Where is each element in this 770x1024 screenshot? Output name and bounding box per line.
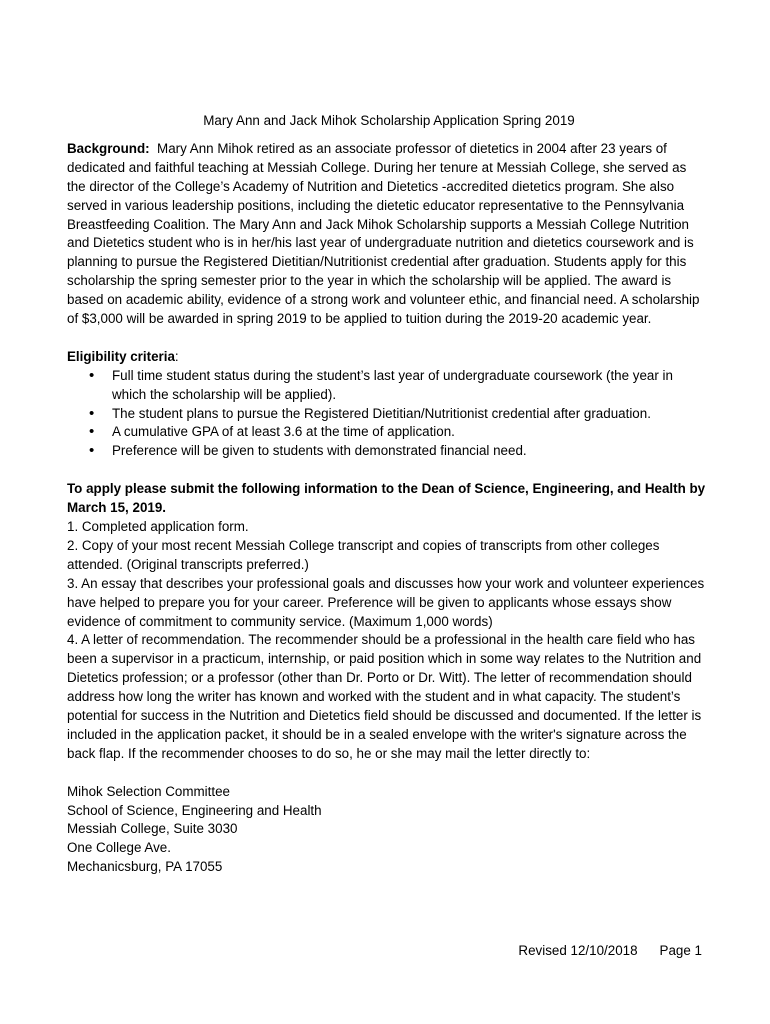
eligibility-list xyxy=(67,367,707,462)
spacer xyxy=(67,461,707,480)
page-footer xyxy=(490,942,702,961)
background-paragraph xyxy=(67,140,707,329)
eligibility-heading: Eligibility criteria xyxy=(67,348,175,364)
apply-heading: To apply please submit the following information to the Dean of Science, Engineering, and Health by March 15, 2019. xyxy=(67,481,706,516)
address-line: Messiah College, Suite 3030 xyxy=(67,821,238,837)
address-line: One College Ave. xyxy=(67,840,171,856)
spacer xyxy=(67,764,707,783)
apply-step: 3. An essay that describes your professional goals and discusses how your work and volunteer experiences have helped to prepare you for your career. Preference will be given to applicants whose essays show evidence of commitment to community service. (Maximum 1,000 words) xyxy=(67,575,705,629)
eligibility-colon: : xyxy=(174,348,179,364)
address-line: Mechanicsburg, PA 17055 xyxy=(67,859,223,875)
eligibility-item: • A cumulative GPA of at least 3.6 at the time of application. xyxy=(67,423,707,442)
revised-date: Revised 12/10/2018 xyxy=(518,943,638,958)
eligibility-item: • Preference will be given to students with demonstrated financial need. xyxy=(67,442,707,461)
background-label: Background: xyxy=(67,140,150,156)
document-page xyxy=(67,112,707,877)
background-text: Mary Ann Mihok retired as an associate professor of dietetics in 2004 after 23 years of dedicated and faithful teaching at Messiah College. During her tenure at Messiah College, she served as the director of the College’s Academy of Nutrition and Dietetics -accredited dietetics program. She also served in various leadership positions, including the dietetic educator representative to the Pennsylvania Breastfeeding Coalition. The Mary Ann and Jack Mihok Scholarship supports a Messiah College Nutrition and Dietetics student who is in her/his last year of undergraduate nutrition and dietetics coursework and is planning to pursue the Registered Dietitian/Nutritionist credential after graduation. Students apply for this scholarship the spring semester prior to the year in which the scholarship will be applied. The award is based on academic ability, evidence of a strong work and volunteer ethic, and financial need. A scholarship of $3,000 will be awarded in spring 2019 to be applied to tuition during the 2019-20 academic year. xyxy=(67,140,700,327)
address-line: Mihok Selection Committee xyxy=(67,783,230,799)
document-title: Mary Ann and Jack Mihok Scholarship Application Spring 2019 xyxy=(203,113,575,128)
eligibility-item: • The student plans to pursue the Registered Dietitian/Nutritionist credential after graduation. xyxy=(67,405,707,424)
eligibility-heading-line xyxy=(67,348,707,367)
address-line: School of Science, Engineering and Health xyxy=(67,802,322,818)
apply-step: 1. Completed application form. xyxy=(67,519,249,534)
page-number: Page 1 xyxy=(659,943,702,958)
mailing-address xyxy=(67,783,707,878)
spacer xyxy=(67,329,707,348)
apply-step: 4. A letter of recommendation. The recommender should be a professional in the health care field who has been a supervisor in a practicum, internship, or paid position which in some way relates to the Nutrition and Dietetics profession; or a professor (other than Dr. Porto or Dr. Witt). The letter of recommendation should address how long the writer has known and worked with the student and in what capacity. The student’s potential for success in the Nutrition and Dietetics field should be discussed and documented. If the letter is included in the application packet, it should be in a sealed envelope with the writer's signature across the back flap. If the recommender chooses to do so, he or she may mail the letter directly to: xyxy=(67,632,702,761)
eligibility-item: • Full time student status during the student’s last year of undergraduate coursework (the year in which the scholarship will be applied). xyxy=(67,367,707,405)
apply-step: 2. Copy of your most recent Messiah College transcript and copies of transcripts from other colleges attended. (Original transcripts preferred.) xyxy=(67,537,660,572)
